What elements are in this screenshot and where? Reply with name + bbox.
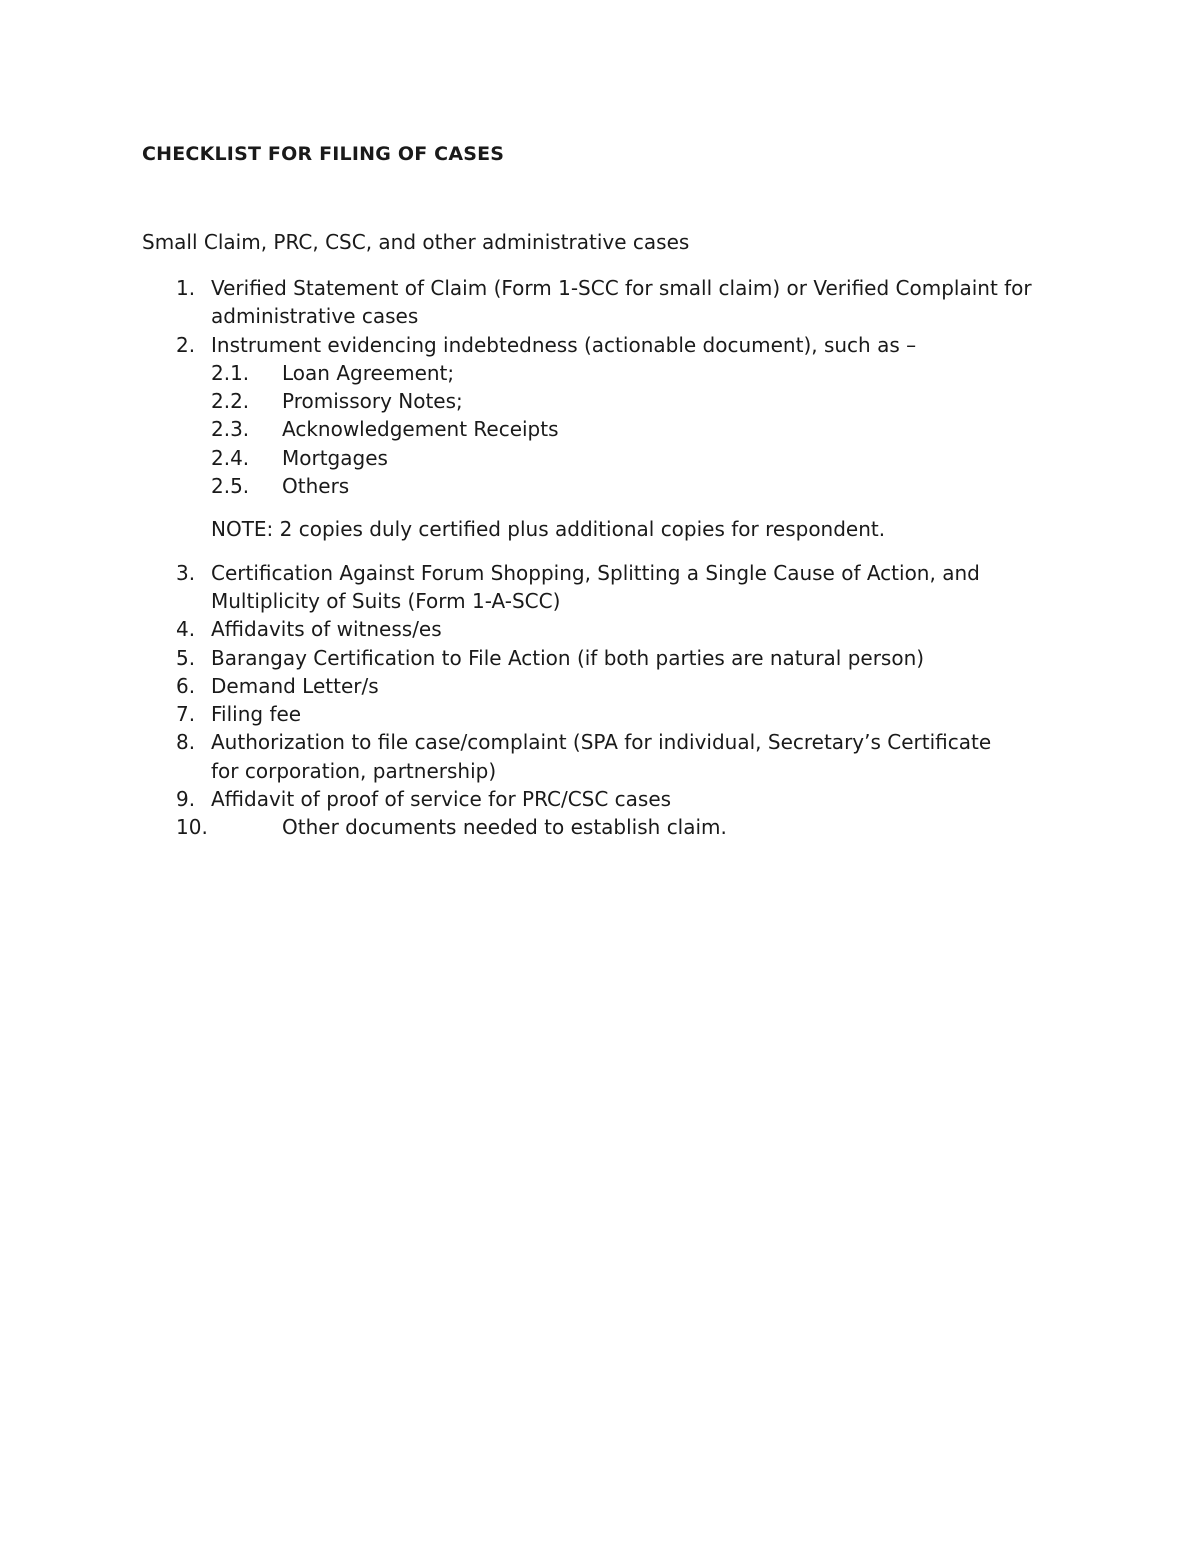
sub-list-item xyxy=(142,387,1102,415)
list-item-text: Affidavits of witness/es xyxy=(211,617,442,642)
sub-list-item xyxy=(142,472,1102,500)
list-item-text: Barangay Certification to File Action (if both parties are natural person) xyxy=(211,645,925,670)
list-item-text: Certification Against Forum Shopping, Splitting a Single Cause of Action, and Multiplicity of Suits (Form 1-A-SCC) xyxy=(211,560,980,613)
sub-list-item-text: Acknowledgement Receipts xyxy=(282,417,559,442)
list-item xyxy=(142,672,1102,700)
page-title: CHECKLIST FOR FILING OF CASES xyxy=(142,143,505,165)
list-item-number: 9. xyxy=(176,787,196,812)
sub-list-item-number: 2.4. xyxy=(211,445,250,470)
sub-list-item-text: Loan Agreement; xyxy=(282,360,455,385)
section-subtitle: Small Claim, PRC, CSC, and other administrative cases xyxy=(142,230,690,254)
list-item-text: Affidavit of proof of service for PRC/CSC cases xyxy=(211,787,672,812)
list-item-number: 7. xyxy=(176,702,196,727)
sub-list-item xyxy=(142,415,1102,443)
list-item-number: 3. xyxy=(176,560,196,585)
sub-list-item-number: 2.2. xyxy=(211,389,250,414)
list-item xyxy=(142,559,1081,616)
note-text: NOTE: 2 copies duly certified plus additional copies for respondent. xyxy=(211,517,886,542)
sub-list-item xyxy=(142,359,1102,387)
list-item xyxy=(142,728,1011,785)
list-item xyxy=(142,785,1102,813)
sub-list-item-number: 2.3. xyxy=(211,417,250,442)
list-item xyxy=(142,331,1102,359)
list-item-text: Instrument evidencing indebtedness (actionable document), such as – xyxy=(211,332,917,357)
list-item-number: 2. xyxy=(176,332,196,357)
list-item-number: 4. xyxy=(176,617,196,642)
list-item xyxy=(142,274,1041,331)
list-item-number: 10. xyxy=(176,815,208,840)
list-item xyxy=(142,615,1102,643)
list-item xyxy=(142,700,1102,728)
sub-list-item-number: 2.1. xyxy=(211,360,250,385)
list-item-text: Verified Statement of Claim (Form 1-SCC for small claim) or Verified Complaint for administrative cases xyxy=(211,276,1032,329)
sub-list-item-text: Promissory Notes; xyxy=(282,389,463,414)
sub-list-item-text: Mortgages xyxy=(282,445,388,470)
list-item-number: 8. xyxy=(176,730,196,755)
list-item-text: Demand Letter/s xyxy=(211,673,379,698)
list-item-text: Filing fee xyxy=(211,702,302,727)
list-item xyxy=(142,813,1102,841)
list-item-text: Other documents needed to establish claim. xyxy=(282,815,727,840)
list-item xyxy=(142,644,1102,672)
list-item-number: 1. xyxy=(176,276,196,300)
sub-list-item xyxy=(142,444,1102,472)
sub-list-item-number: 2.5. xyxy=(211,474,250,499)
checklist xyxy=(142,274,1102,842)
list-item-number: 5. xyxy=(176,645,196,670)
list-item-text: Authorization to file case/complaint (SPA for individual, Secretary’s Certificate for corporation, partnership) xyxy=(211,730,992,783)
sub-list-item-text: Others xyxy=(282,474,350,499)
list-item-number: 6. xyxy=(176,673,196,698)
